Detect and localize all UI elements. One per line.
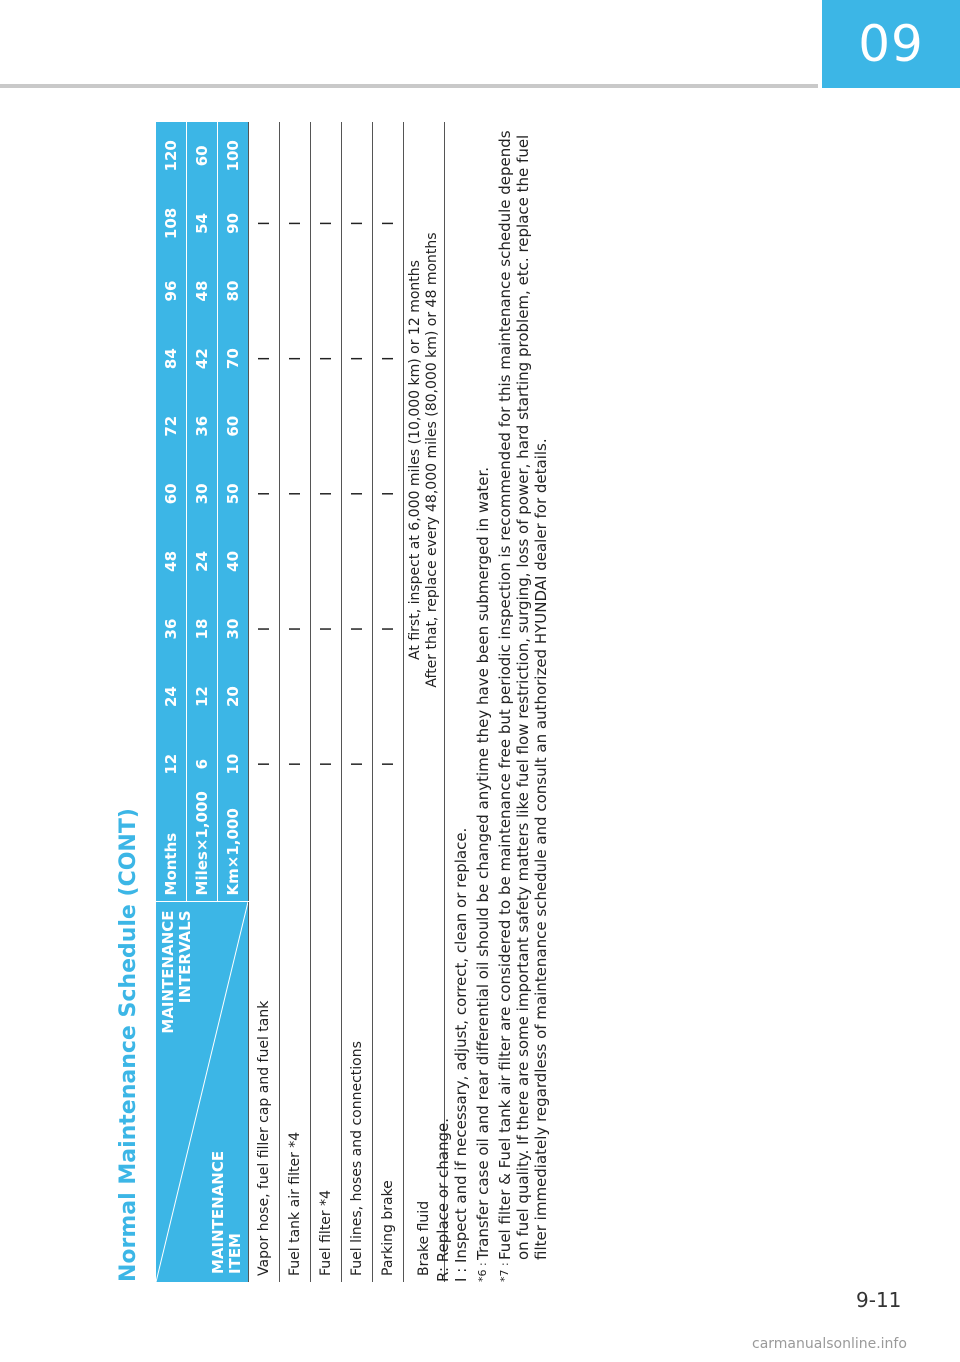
header-cell: 36 — [187, 392, 218, 460]
header-cell: 10 — [218, 730, 249, 798]
header-cell: 84 — [156, 325, 187, 393]
row-cell — [311, 528, 342, 596]
row-cell: I — [249, 730, 280, 798]
row-cell — [342, 392, 373, 460]
row-cell: I — [280, 460, 311, 528]
row-cell — [249, 122, 280, 190]
table-row — [342, 122, 373, 1282]
table-corner-cell — [156, 902, 249, 1282]
table-row — [373, 122, 404, 1282]
row-cell — [342, 122, 373, 190]
row-cell: I — [249, 460, 280, 528]
row-cell: I — [342, 325, 373, 393]
row-cell — [280, 663, 311, 731]
header-cell: 12 — [187, 663, 218, 731]
row-cell: I — [311, 190, 342, 258]
table-row — [249, 122, 280, 1282]
row-cell — [373, 663, 404, 731]
watermark: carmanualsonline.info — [752, 1336, 907, 1352]
row-item-name: Brake fluid — [404, 798, 445, 1282]
header-cell: 72 — [156, 392, 187, 460]
header-cell: 120 — [156, 122, 187, 190]
row-item-name: Fuel lines, hoses and connections — [342, 798, 373, 1282]
header-cell: 60 — [156, 460, 187, 528]
row-cell: I — [342, 595, 373, 663]
row-cell: I — [249, 595, 280, 663]
row-cell: I — [249, 190, 280, 258]
row-cell — [311, 392, 342, 460]
header-label-miles: Miles×1,000 — [187, 798, 218, 902]
row-cell: I — [280, 190, 311, 258]
header-cell: 6 — [187, 730, 218, 798]
header-label-km: Km×1,000 — [218, 798, 249, 902]
header-cell: 24 — [187, 528, 218, 596]
table-row — [280, 122, 311, 1282]
note-7-text: Fuel filter & Fuel tank air filter are considered to be maintenance free but periodic inspection is recommended for this maintenance schedule depends on fuel quality. If there are some important safety matters like fuel flow restriction, surging, loss of power, hard starting problem, etc. replace the fuel filter immediately regardless of maintenance schedule and consult an authorized HYUNDAI dealer for details. — [496, 130, 550, 1260]
row-cell — [280, 392, 311, 460]
note-6 — [474, 122, 492, 1282]
row-cell — [373, 392, 404, 460]
note-inspect: I : Inspect and if necessary, adjust, correct, clean or replace. — [452, 827, 470, 1282]
row-cell: I — [373, 325, 404, 393]
row-item-name: Fuel tank air filter *4 — [280, 798, 311, 1282]
row-cell: I — [311, 460, 342, 528]
row-cell: I — [311, 730, 342, 798]
table-row — [311, 122, 342, 1282]
row-cell — [373, 257, 404, 325]
header-cell: 30 — [218, 595, 249, 663]
row-cell: I — [280, 595, 311, 663]
row-cell — [373, 528, 404, 596]
corner-item-label: MAINTENANCE ITEM — [209, 1150, 244, 1274]
note-6-text: Transfer case oil and rear differential oil should be changed anytime they have been submerged in water. — [474, 466, 492, 1260]
header-cell: 96 — [156, 257, 187, 325]
header-cell: 18 — [187, 595, 218, 663]
header-rule — [0, 84, 818, 88]
header-cell: 80 — [218, 257, 249, 325]
row-cell: I — [373, 460, 404, 528]
footnotes — [434, 122, 550, 1282]
header-label-months: Months — [156, 798, 187, 902]
header-cell: 108 — [156, 190, 187, 258]
chapter-number: 09 — [858, 15, 924, 73]
brake-fluid-note: At first, inspect at 6,000 miles (10,000 km) or 12 months After that, replace every 48,000 miles (80,000 km) or 48 months — [404, 122, 445, 798]
row-cell — [342, 528, 373, 596]
header-cell: 20 — [218, 663, 249, 731]
maintenance-schedule-table — [156, 122, 445, 1282]
row-item-name: Vapor hose, fuel filler cap and fuel tank — [249, 798, 280, 1282]
row-cell — [311, 122, 342, 190]
header-cell: 54 — [187, 190, 218, 258]
header-cell: 60 — [187, 122, 218, 190]
row-cell — [342, 257, 373, 325]
header-cell: 42 — [187, 325, 218, 393]
corner-intervals-label: MAINTENANCE INTERVALS — [159, 910, 194, 1034]
row-cell — [280, 528, 311, 596]
row-cell: I — [373, 730, 404, 798]
row-cell: I — [280, 325, 311, 393]
row-cell — [373, 122, 404, 190]
row-cell — [249, 663, 280, 731]
page-number: 9-11 — [856, 1288, 902, 1312]
row-cell — [249, 257, 280, 325]
header-cell: 100 — [218, 122, 249, 190]
rotated-content — [104, 122, 624, 1282]
section-title: Normal Maintenance Schedule (CONT) — [116, 808, 141, 1282]
header-cell: 70 — [218, 325, 249, 393]
note-7 — [496, 122, 550, 1282]
row-cell — [280, 257, 311, 325]
row-cell — [311, 663, 342, 731]
header-cell: 60 — [218, 392, 249, 460]
header-cell: 40 — [218, 528, 249, 596]
row-cell: I — [342, 460, 373, 528]
row-cell: I — [280, 730, 311, 798]
table-body — [249, 122, 445, 1282]
row-cell — [249, 528, 280, 596]
row-cell: I — [311, 325, 342, 393]
header-cell: 24 — [156, 663, 187, 731]
row-cell: I — [373, 595, 404, 663]
row-cell — [311, 257, 342, 325]
header-cell: 12 — [156, 730, 187, 798]
row-cell — [280, 122, 311, 190]
header-cell: 50 — [218, 460, 249, 528]
row-item-name: Fuel filter *4 — [311, 798, 342, 1282]
row-cell: I — [342, 730, 373, 798]
row-cell — [342, 663, 373, 731]
row-cell: I — [311, 595, 342, 663]
header-cell: 90 — [218, 190, 249, 258]
table-header — [156, 122, 249, 1282]
row-cell: I — [342, 190, 373, 258]
row-cell: I — [373, 190, 404, 258]
row-item-name: Parking brake — [373, 798, 404, 1282]
row-cell — [249, 392, 280, 460]
row-cell: I — [249, 325, 280, 393]
note-replace: R: Replace or change. — [434, 1118, 452, 1282]
header-cell: 48 — [156, 528, 187, 596]
chapter-tab — [822, 0, 960, 88]
header-cell: 30 — [187, 460, 218, 528]
header-cell: 36 — [156, 595, 187, 663]
note-6-mark: *6 : — [476, 1262, 489, 1282]
header-cell: 48 — [187, 257, 218, 325]
note-7-mark: *7 : — [498, 1262, 511, 1282]
